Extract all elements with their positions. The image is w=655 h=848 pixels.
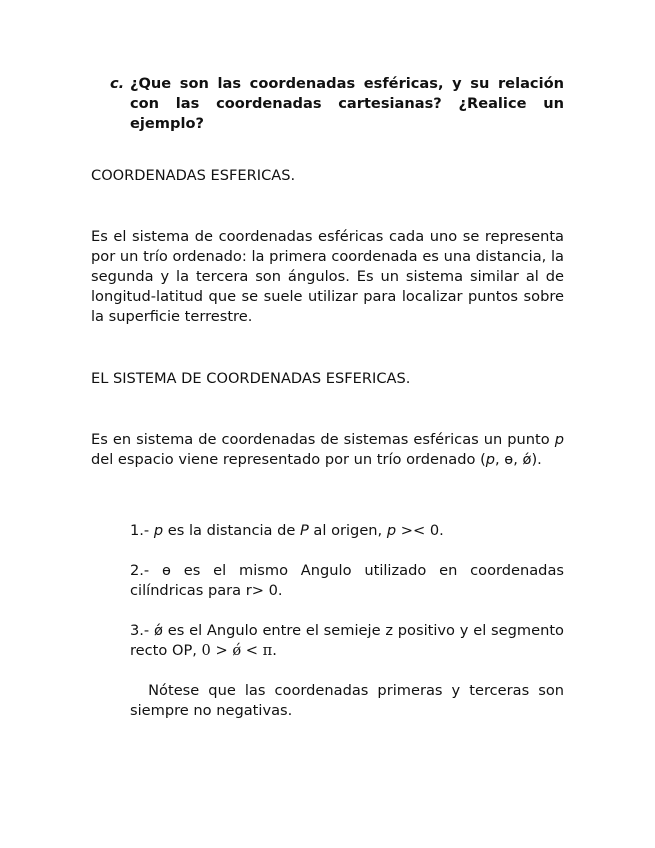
para2-part2: del espacio viene representado por un trío ordenado ( bbox=[91, 451, 486, 468]
question-c bbox=[110, 74, 564, 134]
paragraph-sistema bbox=[91, 430, 564, 470]
para2-p2: p bbox=[485, 451, 496, 468]
item1-rest: al origen, bbox=[308, 522, 387, 539]
item3-math: 0 > ǿ < π. bbox=[201, 642, 277, 659]
item1-p3: p bbox=[386, 522, 397, 539]
list-item-3 bbox=[130, 621, 564, 661]
paragraph-definition: Es el sistema de coordenadas esféricas cada uno se representa por un trío ordenado: la primera coordenada es una distancia, la segunda y la tercera son ángulos. Es un sistema similar al de longitud-latitud que se suele utilizar para localizar puntos sobre la superficie terrestre. bbox=[91, 228, 564, 325]
list-item-4: Nótese que las coordenadas primeras y terceras son siempre no negativas. bbox=[130, 682, 569, 719]
list-item-1 bbox=[130, 521, 564, 541]
section-heading-el-sistema: EL SISTEMA DE COORDENADAS ESFERICAS. bbox=[91, 370, 411, 387]
list-item-2: 2.- ɵ es el mismo Angulo utilizado en coordenadas cilíndricas para r> 0. bbox=[130, 562, 564, 599]
para2-p1: p bbox=[554, 431, 564, 448]
item1-prefix: 1.- bbox=[130, 522, 154, 539]
para2-part3: , ɵ, ǿ). bbox=[495, 451, 542, 468]
item3-text: 3.- ǿ es el Angulo entre el semieje z positivo y el segmento recto OP, bbox=[130, 622, 564, 659]
item1-p: p bbox=[153, 522, 164, 539]
item1-mid: es la distancia de bbox=[163, 522, 300, 539]
item1-tail: >< 0. bbox=[396, 522, 444, 539]
para2-part1: Es en sistema de coordenadas de sistemas esféricas un punto bbox=[91, 431, 555, 448]
section-heading-coordenadas-esfericas: COORDENADAS ESFERICAS. bbox=[91, 167, 296, 184]
question-marker: c. bbox=[110, 75, 125, 92]
question-text: ¿Que son las coordenadas esféricas, y su relación con las coordenadas cartesianas? ¿Realice un ejemplo? bbox=[130, 75, 564, 132]
item1-P: P bbox=[299, 522, 309, 539]
